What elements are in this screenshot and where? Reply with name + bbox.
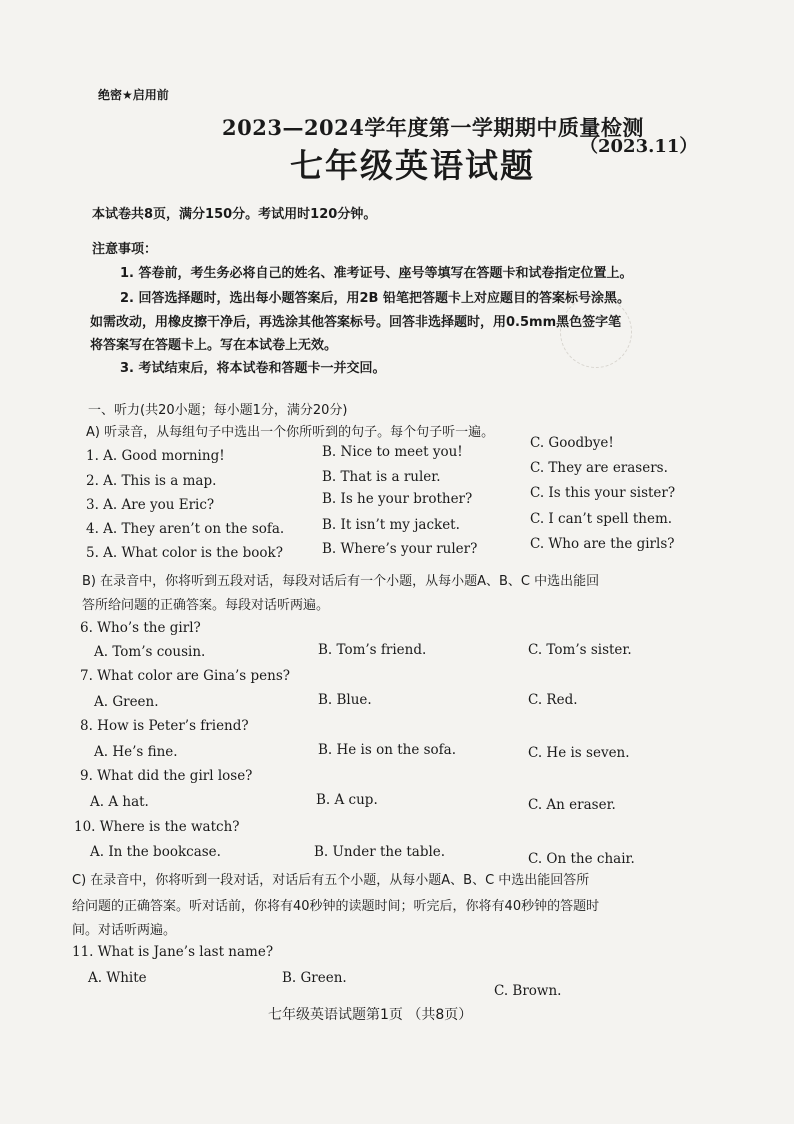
option-c: C. An eraser. (528, 797, 616, 813)
option-b: B. That is a ruler. (322, 469, 441, 485)
option-c: C. Brown. (494, 983, 562, 999)
option-b: B. Where’s your ruler? (322, 541, 478, 557)
question-stem: 6. Who’s the girl? (80, 620, 201, 636)
question-stem: 7. What color are Gina’s pens? (80, 668, 291, 684)
note-line: 将答案写在答题卡上。写在本试卷上无效。 (90, 338, 338, 353)
section-b-instruction: B) 在录音中，你将听到五段对话，每段对话后有一个小题，从每小题A、B、C 中选出能回 (82, 574, 600, 589)
section-c-instruction: C) 在录音中，你将听到一段对话，对话后有五个小题，从每小题A、B、C 中选出能回答所 (72, 873, 590, 888)
section-c-instruction: 给问题的正确答案。听对话前，你将有40秒钟的读题时间；听完后，你将有40秒钟的答题时 (72, 899, 600, 914)
section-b-instruction: 答所给问题的正确答案。每段对话听两遍。 (82, 598, 330, 613)
option-a: A. Tom’s cousin. (94, 644, 206, 660)
option-c: C. Is this your sister? (530, 485, 676, 501)
option-b: B. Nice to meet you! (322, 444, 463, 460)
option-c: C. On the chair. (528, 851, 635, 867)
section-c-instruction: 间。对话听两遍。 (72, 923, 177, 938)
option-a: A. White (88, 970, 147, 986)
option-b: B. It isn’t my jacket. (322, 517, 460, 533)
note-line: 3. 考试结束后，将本试卷和答题卡一并交回。 (120, 361, 386, 376)
note-line: 如需改动，用橡皮擦干净后，再选涂其他答案标号。回答非选择题时，用0.5mm黑色签字笔 (90, 315, 622, 330)
option-a: A. He’s fine. (94, 744, 178, 760)
note-line: 2. 回答选择题时，选出每小题答案后，用2B 铅笔把答题卡上对应题目的答案标号涂黑。 (120, 291, 630, 306)
question-stem: 9. What did the girl lose? (80, 768, 253, 784)
option-c: C. Goodbye! (530, 435, 614, 451)
section-a-instruction: A) 听录音，从每组句子中选出一个你所听到的句子。每个句子听一遍。 (86, 425, 495, 440)
option-c: C. Who are the girls? (530, 536, 675, 552)
option-b: B. He is on the sofa. (318, 742, 456, 758)
option-b: B. Blue. (318, 692, 372, 708)
option-b: B. Tom’s friend. (318, 642, 427, 658)
option-c: C. Tom’s sister. (528, 642, 632, 658)
option-a: 2. A. This is a map. (86, 473, 217, 489)
option-a: A. Green. (94, 694, 159, 710)
option-b: B. A cup. (316, 792, 378, 808)
option-b: B. Green. (282, 970, 347, 986)
option-c: C. He is seven. (528, 745, 630, 761)
option-a: 1. A. Good morning! (86, 448, 225, 464)
option-a: 5. A. What color is the book? (86, 545, 283, 561)
confidential-mark: 绝密★启用前 (98, 88, 169, 102)
option-b: B. Under the table. (314, 844, 446, 860)
faint-seal (560, 296, 632, 368)
option-c: C. They are erasers. (530, 460, 668, 476)
option-a: A. A hat. (90, 794, 149, 810)
note-line: 1. 答卷前，考生务必将自己的姓名、准考证号、座号等填写在答题卡和试卷指定位置上。 (120, 266, 633, 281)
option-a: A. In the bookcase. (90, 844, 221, 860)
page-footer: 七年级英语试题第1页 （共8页） (268, 1007, 473, 1023)
exam-intro: 本试卷共8页，满分150分。考试用时120分钟。 (92, 207, 377, 222)
exam-title: 2023—2024学年度第一学期期中质量检测 (222, 115, 644, 140)
option-a: 3. A. Are you Eric? (86, 497, 215, 513)
notes-heading: 注意事项： (92, 242, 158, 257)
question-stem: 8. How is Peter’s friend? (80, 718, 249, 734)
question-stem: 10. Where is the watch? (74, 819, 240, 835)
part1-heading: 一、听力(共20小题；每小题1分，满分20分) (88, 403, 348, 418)
option-c: C. I can’t spell them. (530, 511, 673, 527)
exam-date: （2023.11） (580, 136, 698, 157)
option-a: 4. A. They aren’t on the sofa. (86, 521, 285, 537)
option-b: B. Is he your brother? (322, 491, 473, 507)
question-stem: 11. What is Jane’s last name? (72, 944, 274, 960)
exam-subject-title: 七年级英语试题 (290, 146, 535, 185)
option-c: C. Red. (528, 692, 578, 708)
